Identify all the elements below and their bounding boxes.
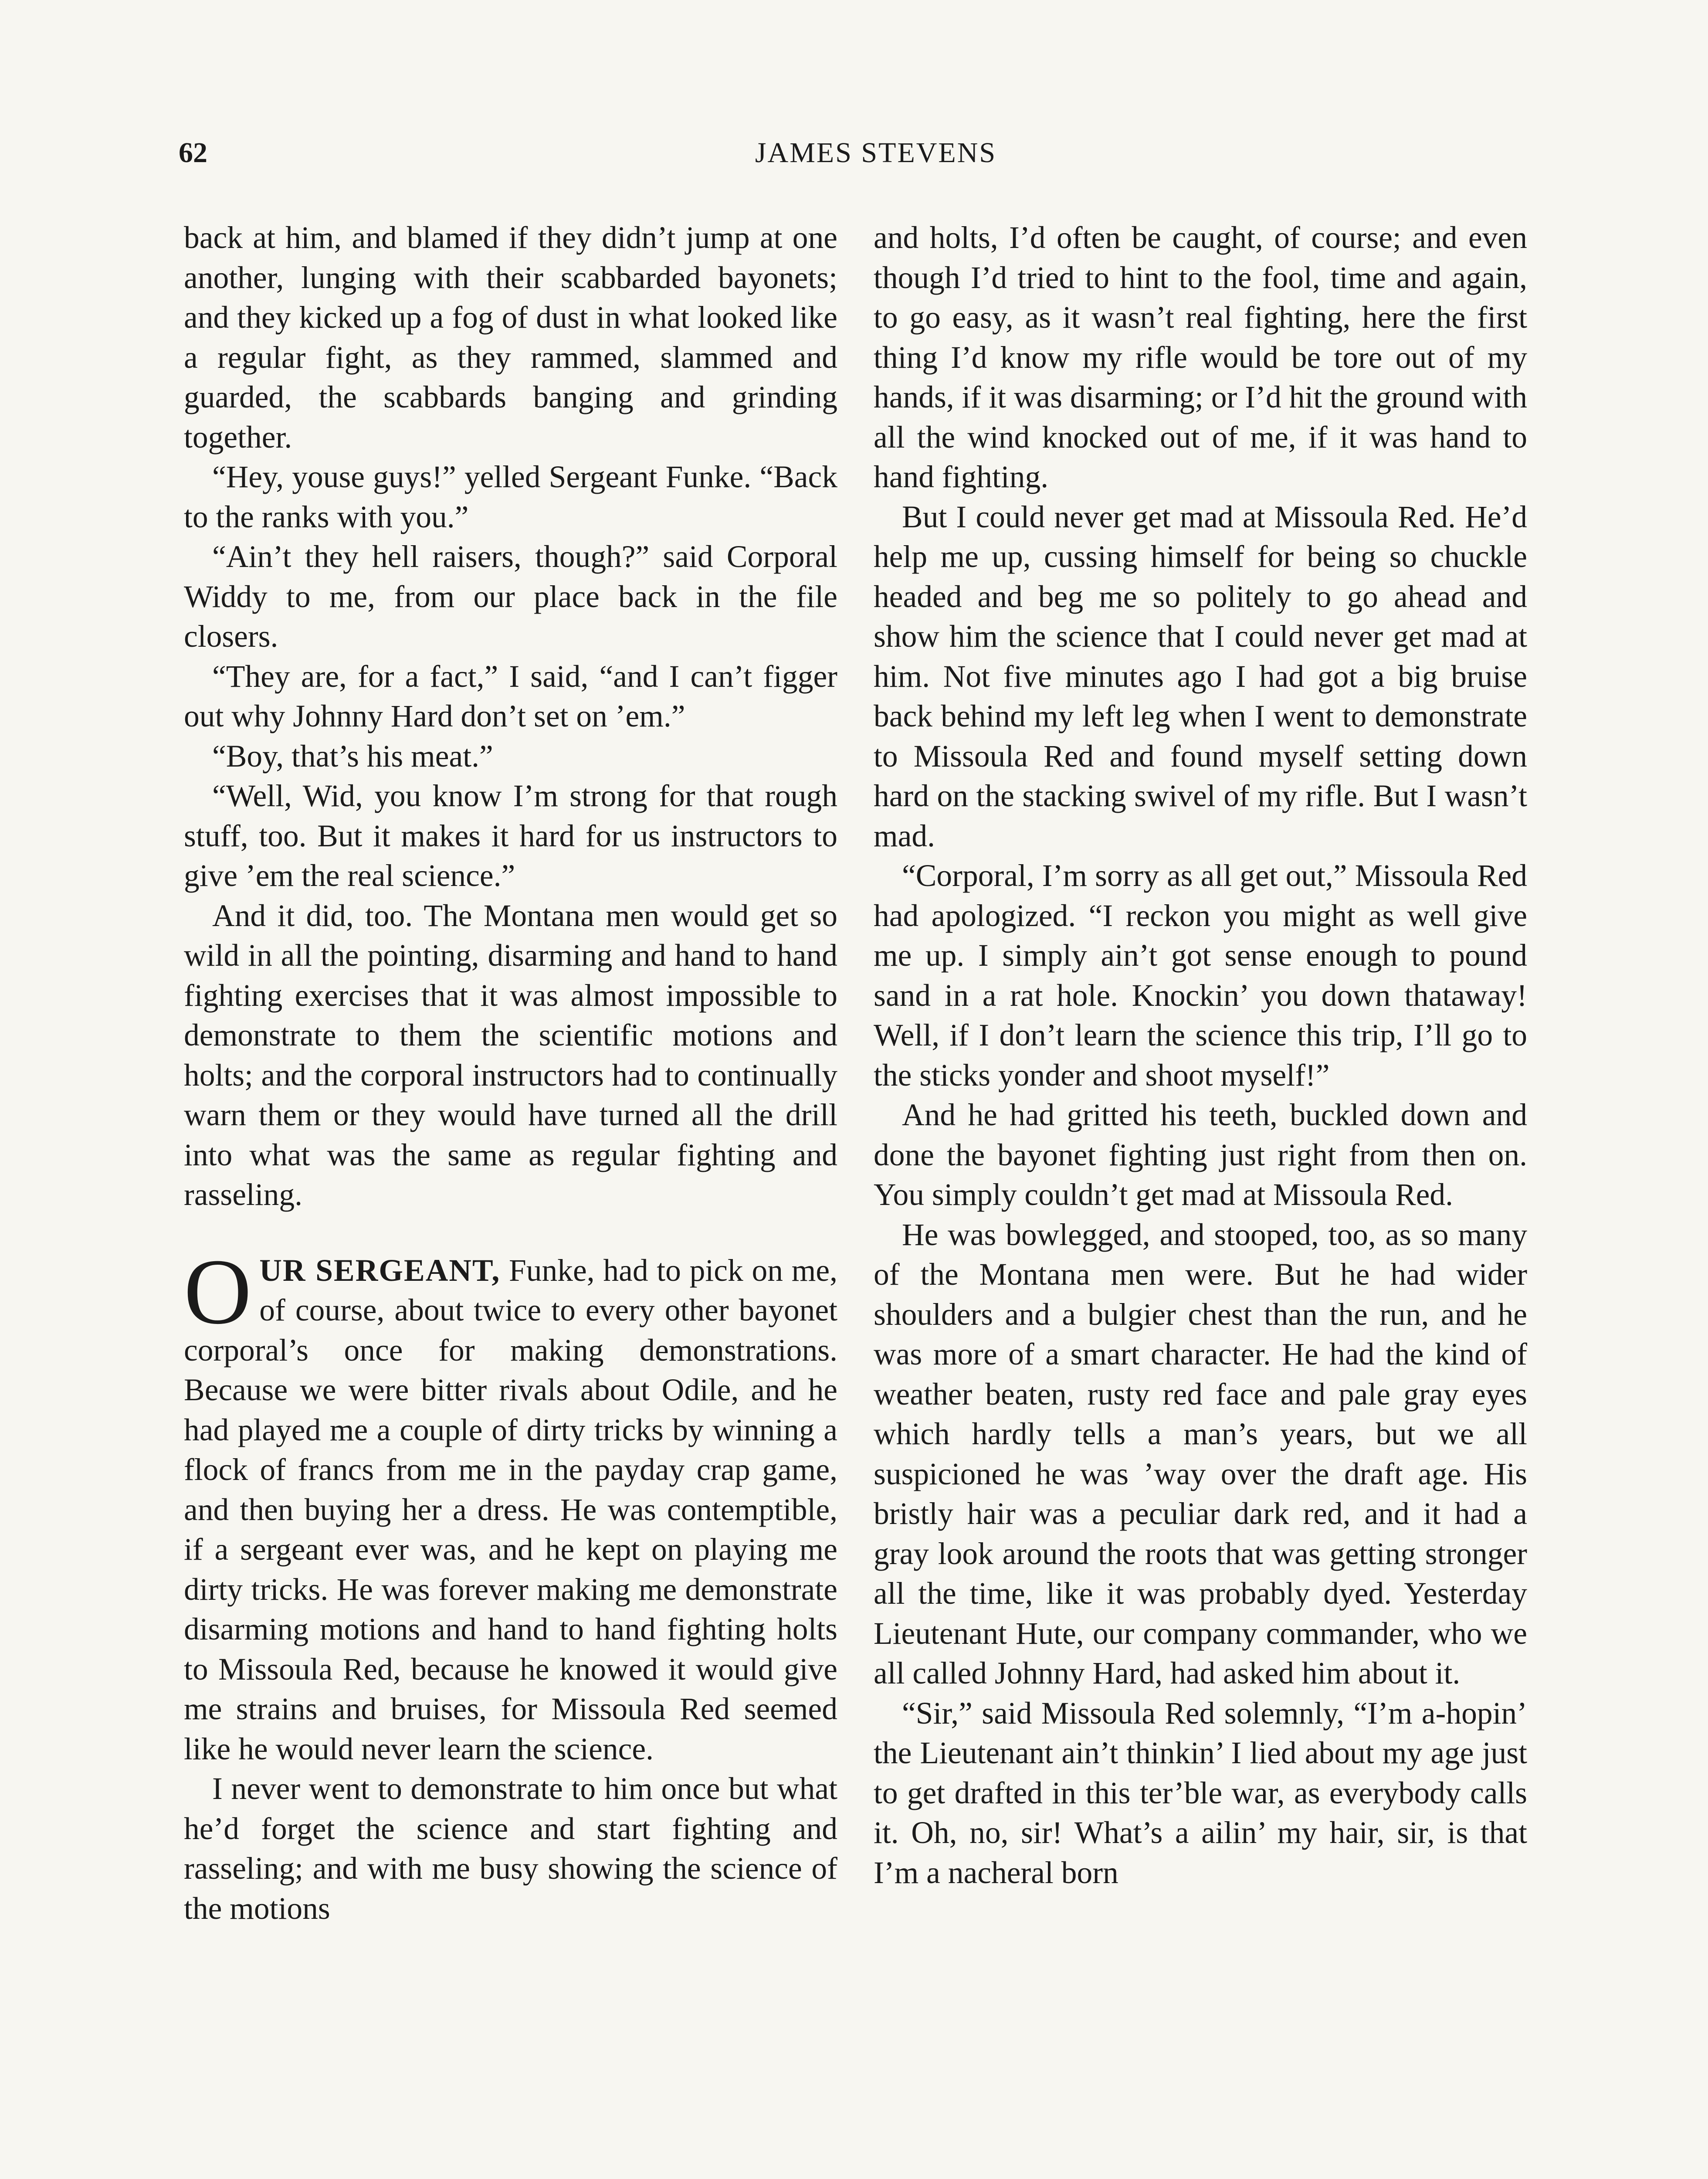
paragraph: “Well, Wid, you know I’m strong for that rough stuff, too. But it makes it hard for us instructors to give ’em the real science.” [184, 779, 837, 893]
paragraph: and holts, I’d often be caught, of course; and even though I’d tried to hint to the fool, time and again, to go easy, as it wasn’t real fighting, here the first thing I’d know my rifle would be tore out of my hands, if it was disarming; or I’d hit the ground with all the wind knocked out of me, if it was hand to hand fighting. [874, 221, 1527, 494]
paragraph: But I could never get mad at Missoula Red. He’d help me up, cussing himself for being so chuckle headed and beg me so politely to go ahead and show him the science that I could never get mad at him. Not five minutes ago I had got a big bruise back behind my left leg when I went to demonstrate to Missoula Red and found myself setting down hard on the stacking swivel of my rifle. But I wasn’t mad. [874, 499, 1527, 853]
paragraph: “Boy, that’s his meat.” [212, 739, 493, 774]
section-lead-in: UR SERGEANT, [259, 1253, 501, 1288]
paragraph: “Hey, youse guys!” yelled Sergeant Funke. “Back to the ranks with you.” [184, 460, 837, 534]
paragraph: “Ain’t they hell raisers, though?” said Corporal Widdy to me, from our place back in the file closers. [184, 540, 837, 654]
running-head: JAMES STEVENS [755, 137, 997, 169]
page-number: 62 [179, 137, 207, 169]
drop-cap: O [184, 1239, 252, 1344]
paragraph: And he had gritted his teeth, buckled down and done the bayonet fighting just right from then on. You simply couldn’t get mad at Missoula Red. [874, 1098, 1527, 1212]
section-opening-paragraph [184, 1239, 837, 1769]
right-column [874, 218, 1527, 1893]
paragraph-text: Funke, had to pick on me, of course, about twice to every other bayonet corporal’s once for making demonstrations. Because we were bitter rivals about Odile, and he had played me a couple of dirty tricks by winning a flock of francs from me in the payday crap game, and then buying her a dress. He was contemptible, if a sergeant ever was, and he kept on playing me dirty tricks. He was forever making me demonstrate disarming motions and hand to hand fighting holts to Missoula Red, because he knowed it would give me strains and bruises, for Missoula Red seemed like he would never learn the science. [184, 1253, 837, 1766]
paragraph: “Sir,” said Missoula Red solemnly, “I’m a-hopin’ the Lieutenant ain’t thinkin’ I lied about my age just to get drafted in this ter’ble war, as everybody calls it. Oh, no, sir! What’s a ailin’ my hair, sir, is that I’m a nacheral born [874, 1696, 1527, 1890]
paragraph: He was bowlegged, and stooped, too, as so many of the Montana men were. But he had wider shoulders and a bulgier chest than the run, and he was more of a smart character. He had the kind of weather beaten, rusty red face and pale gray eyes which hardly tells a man’s years, but we all suspicioned he was ’way over the draft age. His bristly hair was a peculiar dark red, and it had a gray look around the roots that was getting stronger all the time, like it was probably dyed. Yesterday Lieutenant Hute, our company commander, who we all called Johnny Hard, had asked him about it. [874, 1217, 1527, 1690]
paragraph: I never went to demonstrate to him once but what he’d forget the science and start fighting and rasseling; and with me busy showing the science of the motions [184, 1772, 837, 1926]
left-column [184, 218, 837, 1928]
paragraph: And it did, too. The Montana men would get so wild in all the pointing, disarming and hand to hand fighting exercises that it was almost impossible to demonstrate to them the scientific motions and holts; and the corporal instructors had to continually warn them or they would have turned all the drill into what was the same as regular fighting and rasseling. [184, 898, 837, 1212]
paragraph: “Corporal, I’m sorry as all get out,” Missoula Red had apologized. “I reckon you might as well give me up. I simply ain’t got sense enough to pound sand in a rat hole. Knockin’ you down thataway! Well, if I don’t learn the science this trip, I’ll go to the sticks yonder and shoot myself!” [874, 859, 1527, 1093]
paragraph: “They are, for a fact,” I said, “and I can’t figger out why Johnny Hard don’t set on ’em.” [184, 659, 837, 733]
paragraph: back at him, and blamed if they didn’t jump at one another, lunging with their scabbarded bayonets; and they kicked up a fog of dust in what looked like a regular fight, as they rammed, slammed and guarded, the scabbards banging and grinding together. [184, 221, 837, 455]
